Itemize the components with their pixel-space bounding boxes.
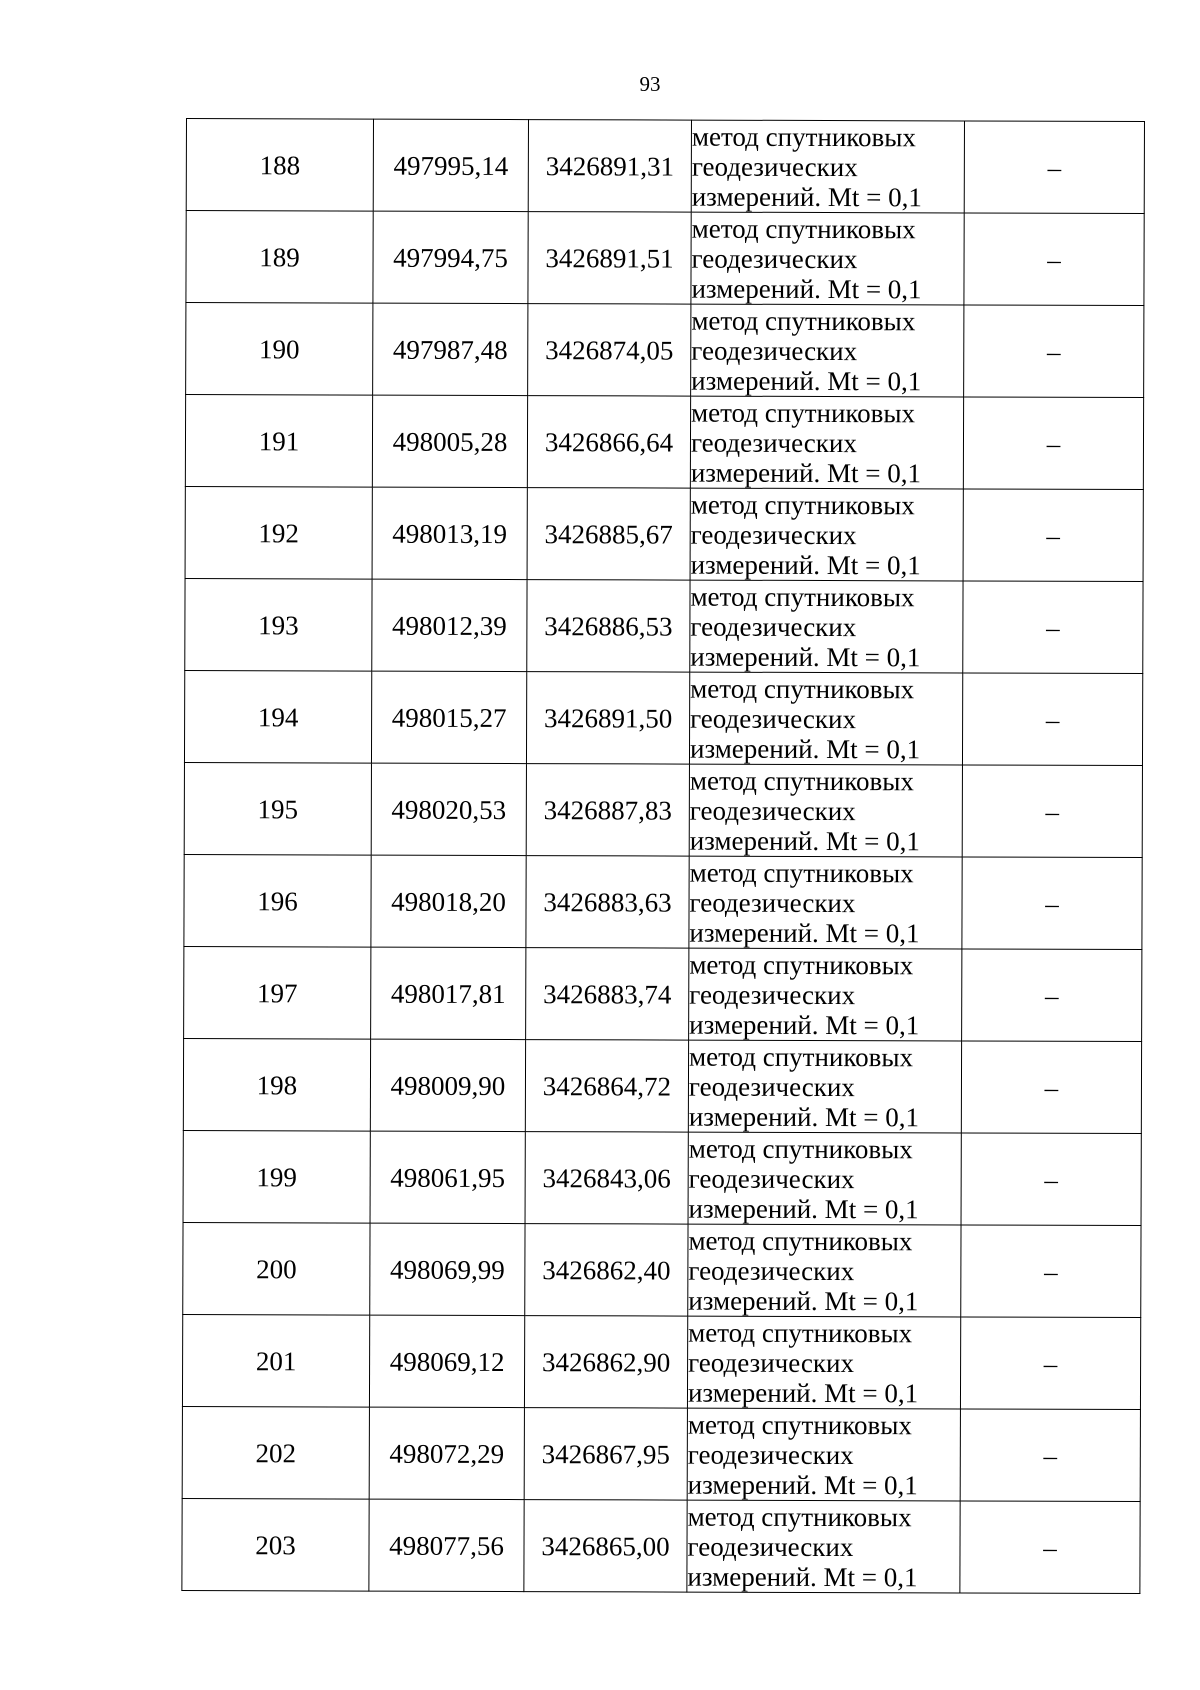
y-coordinate-cell: 3426864,72	[525, 1040, 688, 1133]
method-line: метод спутниковых	[688, 1225, 913, 1256]
x-coordinate-cell: 498012,39	[372, 579, 527, 671]
table-row	[185, 486, 1143, 581]
method-cell	[690, 488, 963, 581]
method-line: метод спутниковых	[691, 213, 916, 244]
method-line: метод спутниковых	[687, 1501, 912, 1532]
table-row	[186, 303, 1144, 398]
note-cell: –	[962, 949, 1142, 1042]
table-row	[185, 578, 1143, 673]
page-number: 93	[639, 72, 661, 96]
method-cell	[691, 304, 964, 397]
note-cell: –	[961, 1041, 1141, 1134]
method-line: измерений. Mt = 0,1	[689, 917, 920, 948]
method-cell	[688, 1132, 961, 1225]
table-row	[184, 670, 1142, 765]
x-coordinate-cell: 498069,12	[369, 1315, 524, 1407]
note-cell: –	[964, 305, 1144, 398]
point-number-cell: 189	[186, 211, 373, 304]
method-line: геодезических	[688, 1071, 855, 1102]
y-coordinate-cell: 3426843,06	[525, 1132, 688, 1225]
method-line: метод спутниковых	[690, 581, 915, 612]
method-cell	[689, 948, 962, 1041]
y-coordinate-cell: 3426883,63	[526, 856, 689, 949]
method-line: геодезических	[690, 611, 857, 642]
note-cell: –	[964, 121, 1144, 214]
method-line: метод спутниковых	[689, 857, 914, 888]
table-row	[183, 1038, 1141, 1133]
method-line: измерений. Mt = 0,1	[691, 365, 922, 396]
x-coordinate-cell: 497995,14	[373, 119, 528, 211]
method-cell	[688, 1040, 961, 1133]
method-line: измерений. Mt = 0,1	[691, 181, 922, 212]
method-cell	[688, 1224, 961, 1317]
x-coordinate-cell: 498009,90	[370, 1039, 525, 1131]
point-number-cell: 203	[182, 1498, 369, 1591]
note-cell: –	[963, 489, 1143, 582]
method-line: измерений. Mt = 0,1	[691, 273, 922, 304]
method-line: геодезических	[687, 1439, 854, 1470]
point-number-cell: 191	[185, 395, 372, 488]
method-line: измерений. Mt = 0,1	[687, 1561, 918, 1592]
point-number-cell: 193	[185, 578, 372, 671]
table-row	[184, 854, 1142, 949]
point-number-cell: 198	[183, 1038, 370, 1131]
note-cell: –	[963, 397, 1143, 490]
note-cell: –	[962, 673, 1142, 766]
table-row	[183, 1130, 1141, 1225]
method-line: геодезических	[689, 795, 856, 826]
method-line: геодезических	[690, 519, 857, 550]
method-cell	[687, 1316, 960, 1409]
y-coordinate-cell: 3426865,00	[524, 1500, 687, 1593]
method-line: метод спутниковых	[688, 1133, 913, 1164]
table-row	[185, 395, 1143, 490]
method-line: метод спутниковых	[689, 1041, 914, 1072]
x-coordinate-cell: 498069,99	[370, 1223, 525, 1315]
method-line: измерений. Mt = 0,1	[690, 457, 922, 488]
method-line: геодезических	[688, 1163, 855, 1194]
method-line: геодезических	[691, 243, 858, 274]
method-line: измерений. Mt = 0,1	[690, 549, 921, 580]
table-row	[182, 1406, 1140, 1501]
method-line: геодезических	[687, 1531, 854, 1562]
y-coordinate-cell: 3426885,67	[527, 488, 690, 581]
note-cell: –	[963, 581, 1143, 674]
coordinates-table	[181, 118, 1145, 1594]
note-cell: –	[961, 1133, 1141, 1226]
method-line: геодезических	[689, 887, 856, 918]
x-coordinate-cell: 498061,95	[370, 1131, 525, 1223]
note-cell: –	[960, 1317, 1140, 1410]
x-coordinate-cell: 497994,75	[373, 211, 528, 303]
point-number-cell: 194	[184, 670, 371, 763]
y-coordinate-cell: 3426874,05	[528, 304, 691, 397]
x-coordinate-cell: 498013,19	[372, 487, 527, 579]
method-line: метод спутниковых	[689, 949, 914, 980]
point-number-cell: 192	[185, 486, 372, 579]
method-line: метод спутниковых	[687, 1409, 912, 1440]
table-row	[184, 762, 1142, 857]
note-cell: –	[960, 1501, 1140, 1594]
point-number-cell: 195	[184, 762, 371, 855]
x-coordinate-cell: 497987,48	[373, 303, 528, 395]
coordinates-table-wrapper	[181, 118, 1144, 1594]
y-coordinate-cell: 3426891,51	[528, 212, 691, 305]
x-coordinate-cell: 498020,53	[371, 763, 526, 855]
method-line: метод спутниковых	[691, 305, 916, 336]
table-row	[186, 119, 1144, 214]
x-coordinate-cell: 498005,28	[372, 395, 527, 487]
point-number-cell: 201	[182, 1314, 369, 1407]
y-coordinate-cell: 3426886,53	[527, 580, 690, 673]
y-coordinate-cell: 3426866,64	[527, 396, 690, 489]
coordinates-table-body	[182, 119, 1145, 1594]
method-cell	[691, 212, 964, 305]
y-coordinate-cell: 3426883,74	[526, 948, 689, 1041]
method-line: метод спутниковых	[690, 489, 915, 520]
method-line: измерений. Mt = 0,1	[687, 1377, 919, 1408]
method-cell	[689, 672, 962, 765]
method-cell	[687, 1408, 960, 1501]
method-cell	[690, 396, 963, 489]
point-number-cell: 188	[186, 119, 373, 212]
table-row	[184, 946, 1142, 1041]
x-coordinate-cell: 498017,81	[371, 947, 526, 1039]
y-coordinate-cell: 3426891,31	[528, 120, 691, 213]
point-number-cell: 196	[184, 854, 371, 947]
method-line: измерений. Mt = 0,1	[688, 1101, 920, 1132]
note-cell: –	[960, 1409, 1140, 1502]
y-coordinate-cell: 3426862,40	[525, 1224, 688, 1317]
table-row	[183, 1222, 1141, 1317]
method-line: метод спутниковых	[688, 1317, 913, 1348]
method-cell	[689, 764, 962, 857]
x-coordinate-cell: 498018,20	[371, 855, 526, 947]
point-number-cell: 197	[184, 946, 371, 1039]
note-cell: –	[962, 857, 1142, 950]
x-coordinate-cell: 498072,29	[369, 1407, 524, 1499]
method-line: геодезических	[690, 703, 857, 734]
method-line: геодезических	[689, 979, 856, 1010]
method-cell	[689, 856, 962, 949]
point-number-cell: 202	[182, 1406, 369, 1499]
method-line: геодезических	[691, 151, 858, 182]
y-coordinate-cell: 3426891,50	[526, 672, 689, 765]
method-line: измерений. Mt = 0,1	[690, 641, 921, 672]
table-row	[182, 1314, 1140, 1409]
table-row	[182, 1498, 1140, 1593]
method-cell	[687, 1500, 960, 1593]
method-line: измерений. Mt = 0,1	[689, 825, 920, 856]
method-line: геодезических	[691, 335, 858, 366]
point-number-cell: 190	[186, 303, 373, 396]
note-cell: –	[961, 1225, 1141, 1318]
method-line: геодезических	[690, 427, 857, 458]
x-coordinate-cell: 498015,27	[371, 671, 526, 763]
method-line: метод спутниковых	[691, 397, 916, 428]
method-line: измерений. Mt = 0,1	[689, 1009, 920, 1040]
point-number-cell: 199	[183, 1130, 370, 1223]
note-cell: –	[962, 765, 1142, 858]
method-line: измерений. Mt = 0,1	[689, 733, 921, 764]
method-line: измерений. Mt = 0,1	[688, 1285, 919, 1316]
method-line: геодезических	[688, 1347, 855, 1378]
method-line: геодезических	[688, 1255, 855, 1286]
method-cell	[690, 580, 963, 673]
method-line: метод спутниковых	[689, 765, 914, 796]
method-line: метод спутниковых	[690, 673, 915, 704]
method-line: измерений. Mt = 0,1	[687, 1469, 918, 1500]
note-cell: –	[964, 213, 1144, 306]
method-line: измерений. Mt = 0,1	[688, 1193, 919, 1224]
table-row	[186, 211, 1144, 306]
method-line: метод спутниковых	[691, 121, 916, 152]
x-coordinate-cell: 498077,56	[369, 1499, 524, 1591]
y-coordinate-cell: 3426862,90	[524, 1316, 687, 1409]
method-cell	[691, 120, 964, 213]
y-coordinate-cell: 3426867,95	[524, 1408, 687, 1501]
y-coordinate-cell: 3426887,83	[526, 764, 689, 857]
point-number-cell: 200	[183, 1222, 370, 1315]
